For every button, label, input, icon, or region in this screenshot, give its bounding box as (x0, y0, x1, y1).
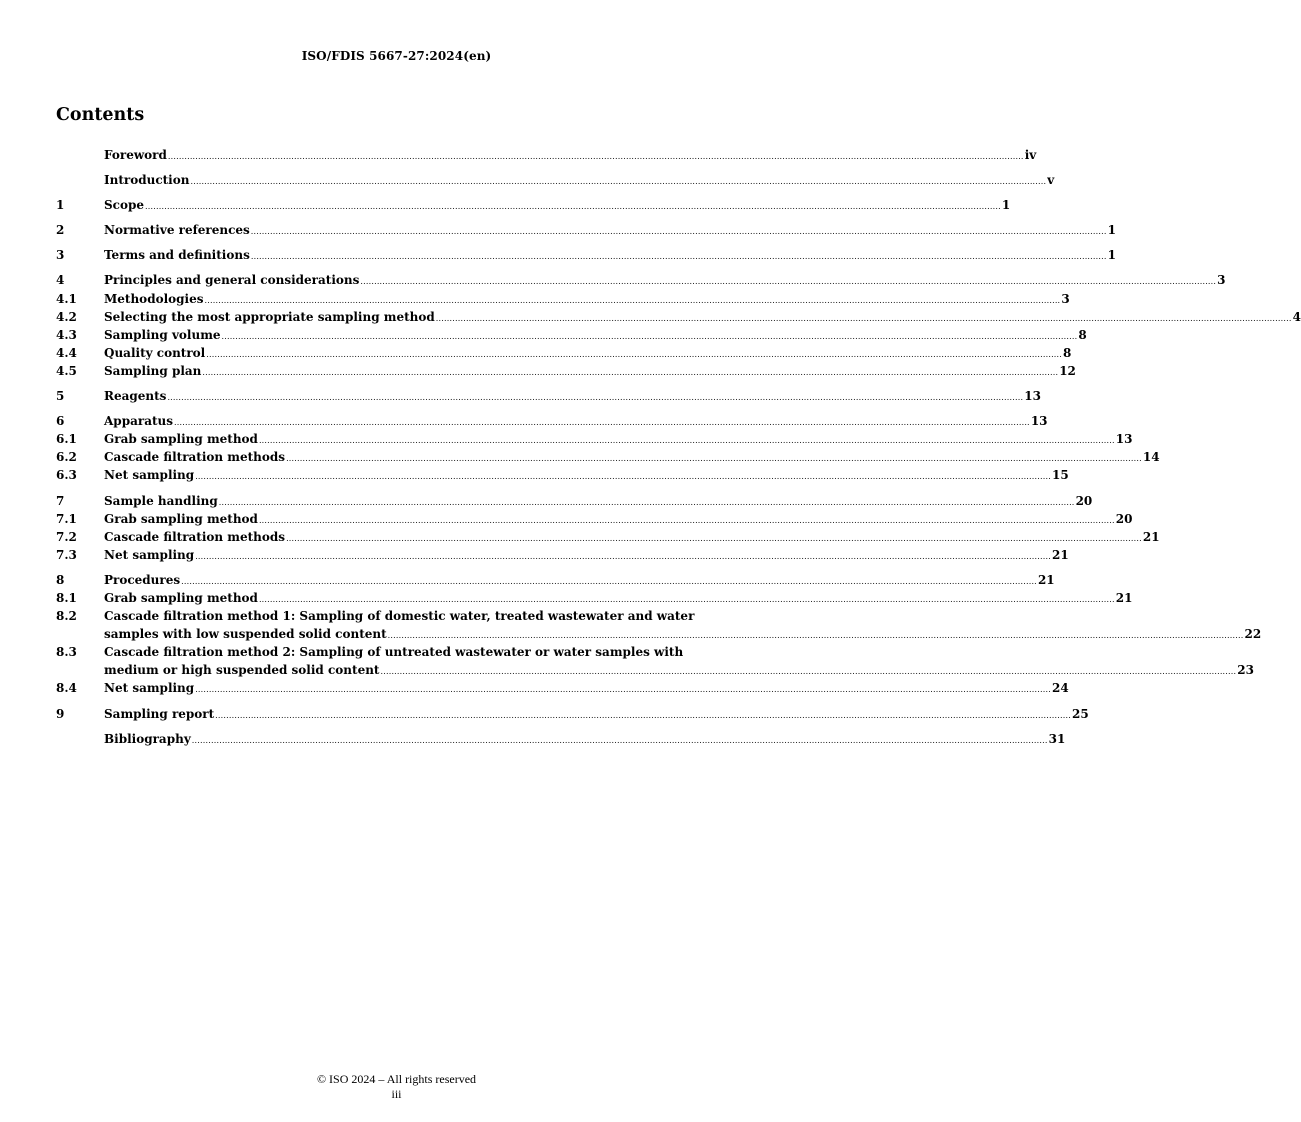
toc-entry-page: 13 (1024, 389, 1041, 404)
toc-entry-number: 8 (56, 572, 65, 587)
toc-entry[interactable] (56, 528, 1160, 546)
toc-entry-number: 7.1 (56, 511, 77, 526)
toc-entry-page: 20 (1075, 493, 1093, 508)
toc-entry-page: 22 (1244, 627, 1262, 642)
toc-entry-number: 6.3 (56, 468, 77, 483)
toc-entry[interactable] (56, 146, 1037, 164)
dot-leader (251, 223, 1107, 241)
toc-entry-title: Foreword (104, 148, 167, 162)
toc-entry-number: 8.2 (56, 609, 77, 624)
dot-leader (195, 548, 1051, 566)
toc-entry[interactable] (56, 589, 1133, 607)
dot-leader (251, 248, 1107, 266)
table-of-contents (56, 146, 1301, 748)
toc-entry-number: 3 (56, 248, 65, 263)
toc-entry-page: 1 (1107, 223, 1116, 238)
toc-entry-title: Sampling plan (104, 363, 202, 378)
toc-entry[interactable] (56, 492, 1093, 510)
toc-entry[interactable] (56, 221, 1116, 239)
toc-entry[interactable] (56, 196, 1011, 214)
toc-entry-page: 1 (1001, 198, 1011, 213)
toc-entry[interactable] (56, 326, 1087, 344)
toc-entry-page: 8 (1063, 345, 1072, 360)
toc-entry-page: 3 (1217, 273, 1226, 288)
toc-entry-title: Terms and definitions (104, 248, 250, 263)
toc-entry[interactable] (56, 412, 1048, 430)
toc-entry-number: 8.1 (56, 590, 77, 605)
toc-entry-page: 15 (1052, 468, 1069, 483)
document-id-header: ISO/FDIS 5667-27:2024(en) (301, 49, 492, 63)
toc-entry-title: Sample handling (104, 493, 218, 508)
dot-leader (202, 364, 1058, 382)
toc-entry-title: Procedures (104, 572, 181, 587)
toc-entry[interactable] (56, 387, 1041, 405)
toc-entry-title: Selecting the most appropriate sampling method (104, 309, 435, 324)
toc-entry[interactable] (56, 448, 1160, 466)
toc-entry-title: Methodologies (104, 291, 204, 306)
toc-entry[interactable] (56, 705, 1089, 723)
dot-leader (215, 707, 1071, 725)
toc-entry-title: Cascade filtration methods (104, 529, 286, 544)
toc-entry[interactable] (56, 344, 1072, 362)
toc-entry-page: v (1047, 173, 1055, 188)
toc-entry-title: Sampling report (104, 706, 215, 721)
toc-entry-page: 23 (1237, 663, 1254, 678)
toc-entry-number: 4.1 (56, 291, 77, 306)
toc-entry[interactable] (56, 362, 1076, 380)
toc-entry-title-continued: medium or high suspended solid content (104, 663, 380, 678)
contents-heading: Contents (56, 105, 145, 125)
toc-entry-number: 4.5 (56, 363, 77, 378)
toc-entry-title-continued: samples with low suspended solid content (104, 627, 387, 642)
toc-entry-title: Grab sampling method (104, 511, 258, 526)
dot-leader (190, 173, 1046, 191)
toc-entry-page: 24 (1052, 681, 1069, 696)
toc-entry-page: 13 (1115, 432, 1133, 447)
toc-entry[interactable] (56, 546, 1069, 564)
toc-entry-title: Quality control (104, 345, 206, 360)
toc-entry-page: 14 (1142, 450, 1160, 465)
toc-entry-page: iv (1024, 148, 1037, 162)
toc-entry-page: 21 (1142, 529, 1160, 544)
page-footer (0, 1072, 793, 1102)
toc-entry-title: Normative references (104, 223, 250, 238)
toc-entry-page: 8 (1078, 327, 1087, 342)
toc-entry-page: 21 (1037, 572, 1055, 587)
toc-entry[interactable] (56, 171, 1055, 189)
toc-entry-page: 25 (1071, 706, 1089, 721)
toc-entry-title: Principles and general considerations (104, 273, 360, 288)
toc-entry-page: 3 (1061, 291, 1070, 306)
toc-entry-page: 21 (1052, 547, 1069, 562)
toc-entry-number: 7 (56, 493, 65, 508)
toc-entry[interactable] (56, 607, 1262, 643)
toc-entry[interactable] (56, 730, 1066, 748)
toc-entry-title: Scope (104, 198, 145, 213)
toc-entry-title: Cascade filtration methods (104, 450, 286, 465)
toc-entry[interactable] (56, 430, 1133, 448)
dot-leader (168, 148, 1024, 166)
toc-entry-page: 1 (1107, 248, 1116, 263)
toc-entry-number: 6.2 (56, 450, 77, 465)
toc-entry-number: 7.2 (56, 529, 77, 544)
toc-entry-title: Grab sampling method (104, 432, 258, 447)
toc-entry-title: Grab sampling method (104, 590, 258, 605)
toc-entry[interactable] (56, 290, 1070, 308)
copyright-notice: © ISO 2024 – All rights reserved (316, 1072, 477, 1086)
toc-entry[interactable] (56, 571, 1055, 589)
dot-leader (167, 389, 1023, 407)
toc-entry-title: Sampling volume (104, 327, 221, 342)
toc-entry-page: 4 (1292, 309, 1301, 324)
toc-entry-number: 4.4 (56, 345, 77, 360)
toc-entry-page: 12 (1059, 363, 1076, 378)
toc-entry[interactable] (56, 510, 1133, 528)
toc-entry-number: 2 (56, 223, 65, 238)
toc-entry-number: 4.3 (56, 327, 77, 342)
toc-entry[interactable] (56, 643, 1254, 679)
toc-entry[interactable] (56, 271, 1226, 289)
toc-entry-title: Apparatus (104, 414, 173, 429)
toc-entry-title: Bibliography (104, 731, 191, 746)
toc-entry-number: 1 (56, 198, 65, 213)
toc-entry-number: 4.2 (56, 309, 77, 324)
toc-entry-title: Cascade filtration method 2: Sampling of untreated wastewater or water samples with (104, 645, 684, 660)
toc-entry-number: 5 (56, 389, 65, 404)
toc-entry[interactable] (56, 308, 1301, 326)
dot-leader (195, 468, 1051, 486)
toc-entry-title: Reagents (104, 389, 167, 404)
toc-entry-title: Net sampling (104, 681, 195, 696)
toc-entry-title: Introduction (104, 173, 190, 188)
toc-entry-page: 20 (1115, 511, 1133, 526)
toc-entry-number: 8.3 (56, 645, 77, 660)
toc-entry-page: 31 (1048, 731, 1066, 746)
toc-entry-title: Net sampling (104, 547, 195, 562)
toc-entry[interactable] (56, 246, 1116, 264)
toc-entry[interactable] (56, 679, 1069, 697)
toc-entry-number: 7.3 (56, 547, 77, 562)
toc-entry-title: Net sampling (104, 468, 195, 483)
toc-entry-number: 9 (56, 706, 65, 721)
toc-entry-number: 4 (56, 273, 65, 288)
toc-entry-title: Cascade filtration method 1: Sampling of domestic water, treated wastewater and water (104, 609, 695, 624)
toc-entry-page: 13 (1030, 414, 1048, 429)
dot-leader (195, 681, 1051, 699)
toc-entry-number: 6 (56, 414, 65, 429)
dot-leader (192, 732, 1048, 750)
toc-entry[interactable] (56, 466, 1069, 484)
toc-entry-page: 21 (1115, 590, 1133, 605)
toc-entry-number: 8.4 (56, 681, 77, 696)
toc-entry-number: 6.1 (56, 432, 77, 447)
dot-leader (145, 198, 1001, 216)
page-number: iii (391, 1087, 402, 1101)
